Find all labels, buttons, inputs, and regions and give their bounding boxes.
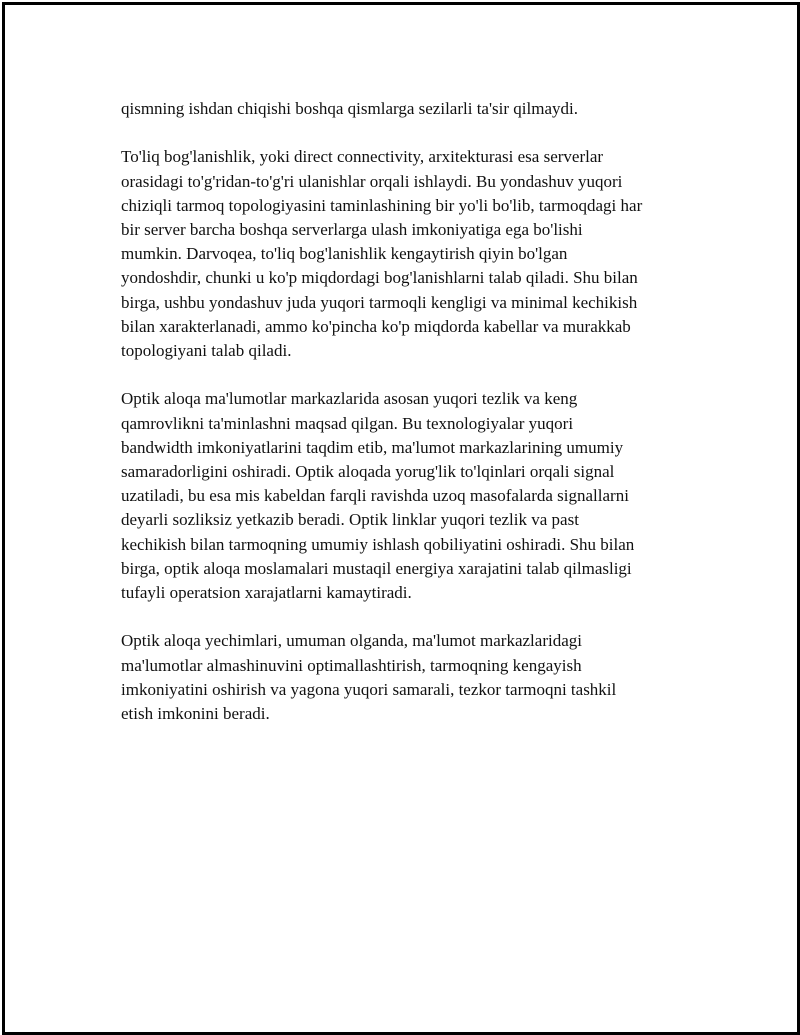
text-line: qamrovlikni ta'minlashni maqsad qilgan. Bu texnologiyalar yuqori <box>121 413 574 433</box>
text-line: Optik aloqa ma'lumotlar markazlarida asosan yuqori tezlik va keng <box>121 389 578 409</box>
text-line: To'liq bog'lanishlik, yoki direct connectivity, arxitekturasi esa serverlar <box>121 147 604 167</box>
text-line: Optik aloqa yechimlari, umuman olganda, ma'lumot markazlaridagi <box>121 631 582 651</box>
paragraph-2 <box>121 145 701 363</box>
text-line: uzatiladi, bu esa mis kabeldan farqli ravishda uzoq masofalarda signallarni <box>121 486 629 506</box>
text-line: chiziqli tarmoq topologiyasini taminlashining bir yo'li bo'lib, tarmoqdagi har <box>121 195 643 215</box>
text-line: deyarli sozliksiz yetkazib beradi. Optik linklar yuqori tezlik va past <box>121 510 579 530</box>
text-line: tufayli operatsion xarajatlarni kamaytiradi. <box>121 583 412 603</box>
text-line: samaradorligini oshiradi. Optik aloqada yorug'lik to'lqinlari orqali signal <box>121 462 615 482</box>
text-line: qismning ishdan chiqishi boshqa qismlarga sezilarli ta'sir qilmaydi. <box>121 99 578 118</box>
text-line: imkoniyatini oshirish va yagona yuqori samarali, tezkor tarmoqni tashkil <box>121 679 617 699</box>
text-line: bir server barcha boshqa serverlarga ulash imkoniyatiga ega bo'lishi <box>121 220 583 239</box>
text-line: kechikish bilan tarmoqning umumiy ishlash qobiliyatini oshiradi. Shu bilan <box>121 534 635 554</box>
text-line: topologiyani talab qiladi. <box>121 341 292 361</box>
text-line: bandwidth imkoniyatlarini taqdim etib, ma'lumot markazlarining umumiy <box>121 437 624 457</box>
document-body <box>121 97 701 750</box>
paragraph-4 <box>121 629 701 726</box>
paragraph-3 <box>121 387 701 605</box>
text-line: etish imkonini beradi. <box>121 704 270 724</box>
text-line: birga, ushbu yondashuv juda yuqori tarmoqli kengligi va minimal kechikish <box>121 292 638 312</box>
text-line: ma'lumotlar almashinuvini optimallashtirish, tarmoqning kengayish <box>121 655 582 675</box>
text-line: orasidagi to'g'ridan-to'g'ri ulanishlar orqali ishlaydi. Bu yondashuv yuqori <box>121 171 623 191</box>
text-line: mumkin. Darvoqea, to'liq bog'lanishlik kengaytirish qiyin bo'lgan <box>121 244 568 264</box>
paragraph-1 <box>121 97 701 121</box>
text-line: bilan xarakterlanadi, ammo ko'pincha ko'p miqdorda kabellar va murakkab <box>121 316 631 336</box>
text-line: birga, optik aloqa moslamalari mustaqil energiya xarajatini talab qilmasligi <box>121 558 632 578</box>
text-line: yondoshdir, chunki u ko'p miqdordagi bog'lanishlarni talab qiladi. Shu bilan <box>121 268 638 288</box>
page-frame <box>2 2 800 1035</box>
